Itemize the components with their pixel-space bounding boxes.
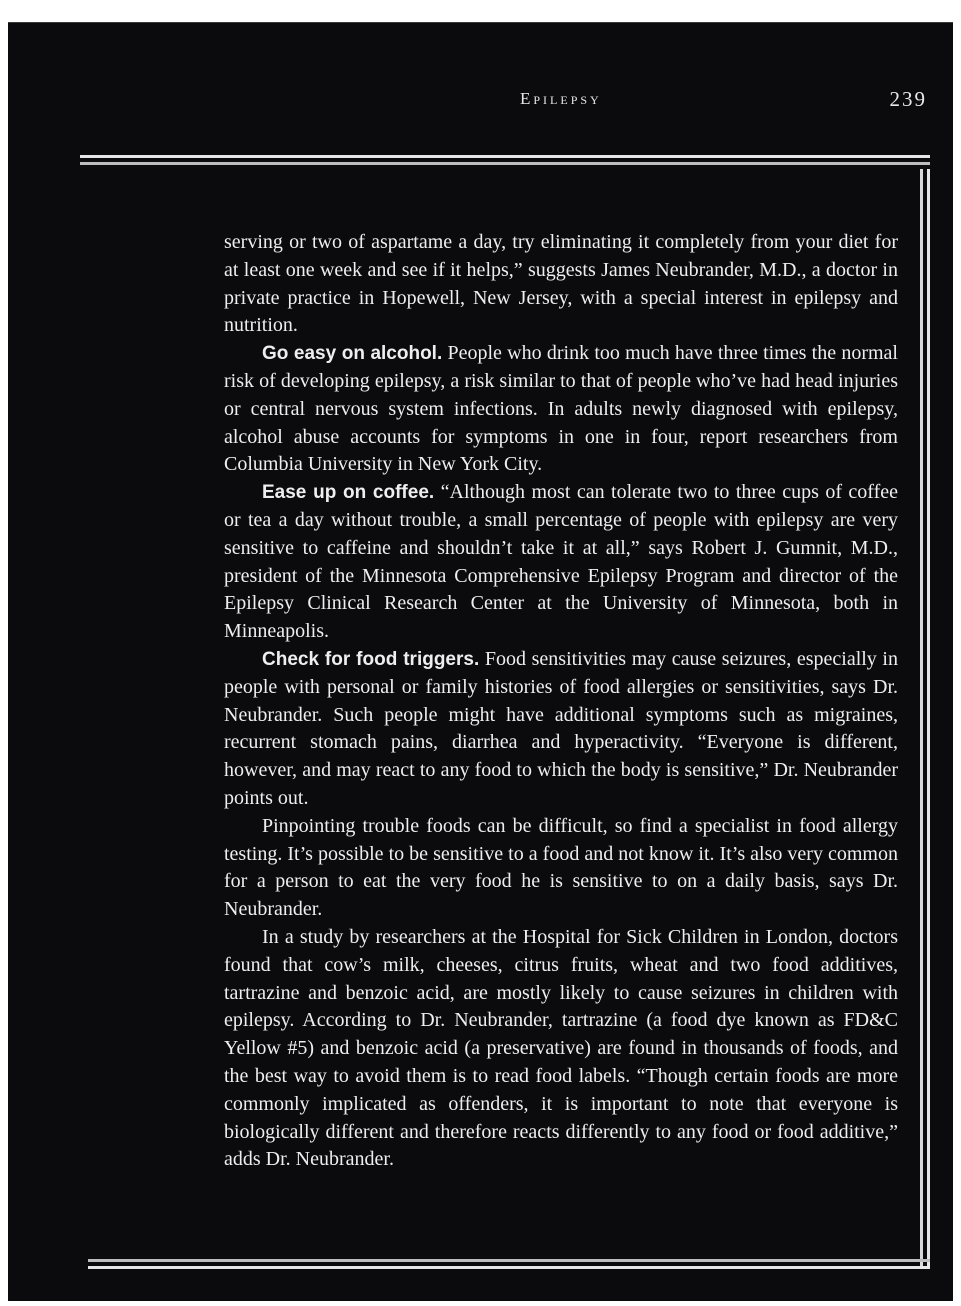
frame-rule-top	[80, 155, 930, 158]
frame-rule-right	[920, 169, 923, 1269]
paragraph-text: Pinpointing trouble foods can be difficult, so find a specialist in food allergy testing. It’s possible to be sensitive to a food and not know it. It’s also very common for a person to eat the very food he is sensitive to on a daily basis, says Dr. Neubrander.	[224, 814, 898, 921]
paragraph-lead: Go easy on alcohol.	[262, 343, 443, 365]
paragraph-lead: Ease up on coffee.	[262, 482, 435, 504]
paragraph-text: “Although most can tolerate two to three cups of coffee or tea a day without trouble, a small percentage of people with epilepsy are very sensitive to caffeine and shouldn’t take it at all,” says Robert J. Gumnit, M.D., president of the Minnesota Comprehensive Epilepsy Program and director of the Epilepsy Clinical Research Center at the University of Minnesota, both in Minneapolis.	[224, 481, 899, 643]
book-page	[8, 22, 953, 1301]
running-head	[8, 87, 953, 117]
paragraph-text: People who drink too much have three times the normal risk of developing epilepsy, a risk similar to that of people who’ve had head injuries or central nervous system infections. In adults newly diagnosed with epilepsy, alcohol abuse accounts for symptoms in one in four, report researchers from Columbia University in New York City.	[224, 342, 898, 476]
paragraph-study	[224, 924, 898, 1174]
paragraph-continuation	[224, 229, 898, 340]
page-number: 239	[889, 87, 927, 111]
paragraph-food-triggers	[224, 646, 898, 813]
paragraph-coffee	[224, 479, 898, 646]
paragraph-alcohol	[224, 340, 898, 479]
paragraph-text: serving or two of aspartame a day, try eliminating it completely from your diet for at least one week and see if it helps,” suggests James Neubrander, M.D., a doctor in private practice in Hopewell, New Jersey, with a special interest in epilepsy and nutrition.	[224, 231, 898, 337]
running-title: Epilepsy	[520, 89, 602, 108]
paragraph-text: In a study by researchers at the Hospital for Sick Children in London, doctors found that cow’s milk, cheeses, citrus fruits, wheat and two food additives, tartrazine and benzoic acid, are mostly likely to cause seizures in children with epilepsy. According to Dr. Neubrander, tartrazine (a food dye known as FD&C Yellow #5) and benzoic acid (a preservative) are found in thousands of foods, and the best way to avoid them is to read food labels. “Though certain foods are more commonly implicated as offenders, it is important to note that everyone is biologically different and therefore reacts differently to any food or food additive,” adds Dr. Neubrander.	[224, 925, 898, 1171]
frame-rule-bottom	[88, 1259, 930, 1262]
paragraph-lead: Check for food triggers.	[262, 648, 480, 670]
paragraph-pinpointing	[224, 813, 898, 924]
body-text	[224, 229, 898, 1174]
paragraph-text: Food sensitivities may cause seizures, especially in people with personal or family histories of food allergies or sensitivities, says Dr. Neubrander. Such people might have additional symptoms such as migraines, recurrent stomach pains, diarrhea and hyperactivity. “Everyone is different, however, and may react to any food to which the body is sensitive,” Dr. Neubrander points out.	[224, 647, 898, 809]
